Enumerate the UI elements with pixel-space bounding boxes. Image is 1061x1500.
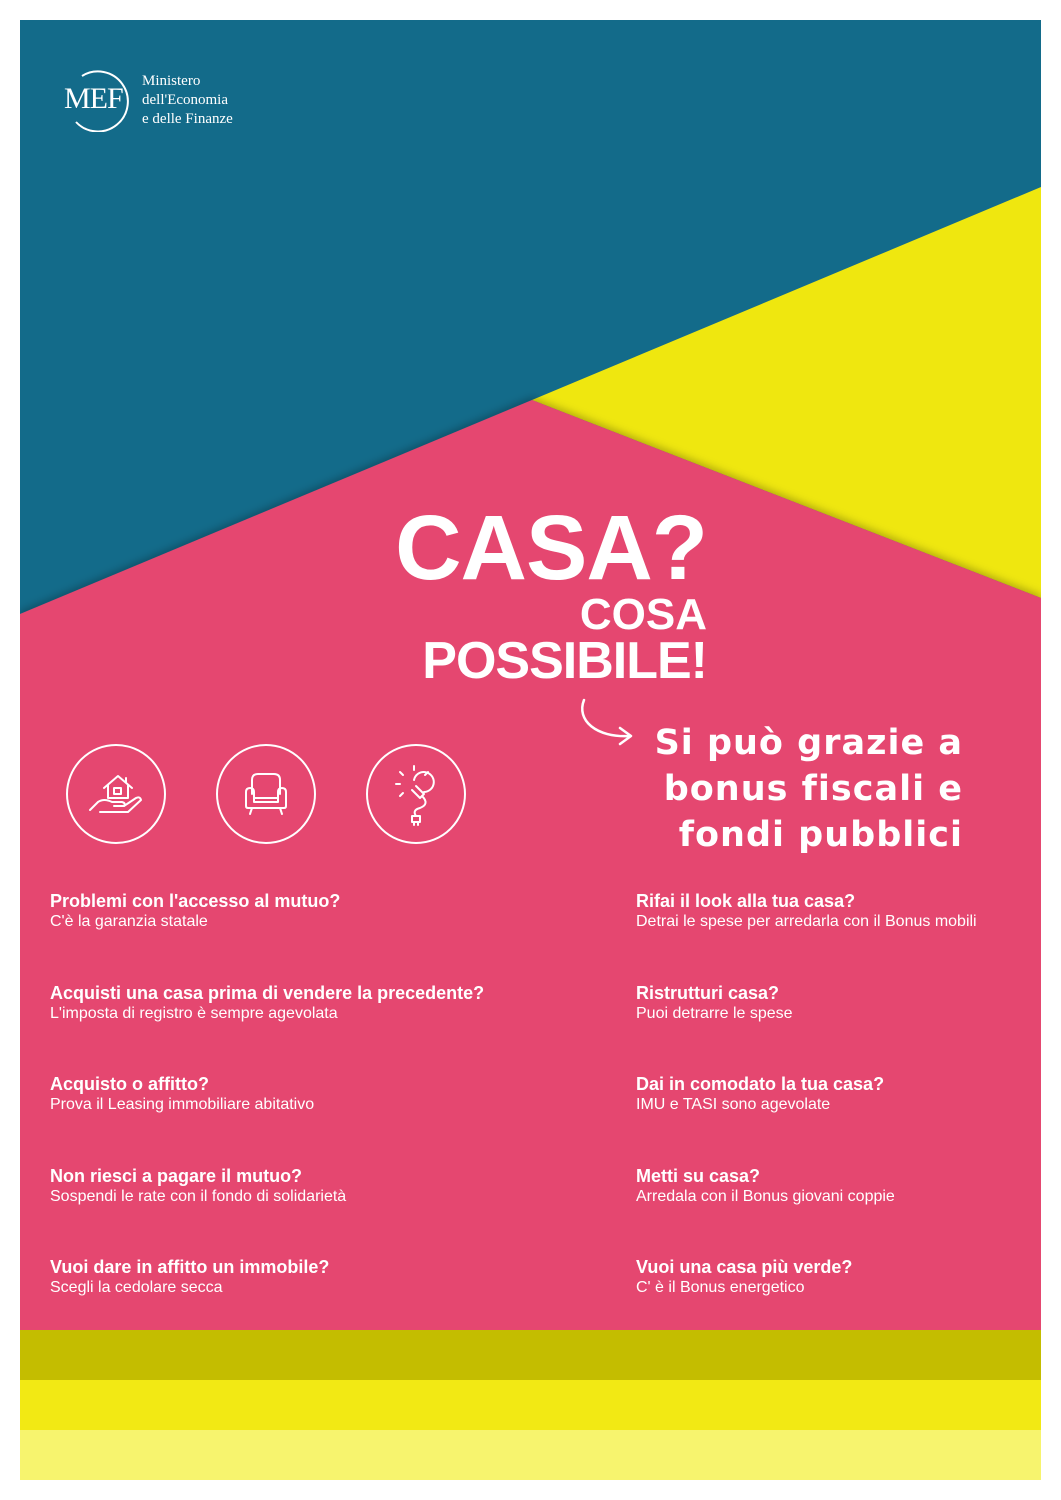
headline-possibile: POSSIBILE! (422, 632, 707, 690)
tagline-line: fondi pubblici (678, 815, 963, 855)
tip-title: Non riesci a pagare il mutuo? (50, 1165, 303, 1186)
headline-casa: CASA? (395, 497, 707, 599)
logo-text (142, 72, 233, 129)
tips-left-column (50, 890, 485, 1348)
logo-line: Ministero (142, 72, 201, 89)
tip-body: Puoi detrarre le spese (636, 1004, 793, 1022)
pale-yellow-stripe (20, 1430, 1041, 1480)
tip-title: Rifai il look alla tua casa? (636, 891, 856, 911)
tip-body: Scegli la cedolare secca (50, 1279, 223, 1296)
tip-item (636, 1165, 1036, 1257)
mef-logo (62, 68, 233, 132)
tip-title: Acquisto o affitto? (50, 1074, 209, 1094)
tip-body: Detrai le spese per arredarla con il Bonus mobili (636, 913, 977, 930)
tip-body: Prova il Leasing immobiliare abitativo (50, 1096, 315, 1113)
tip-title: Ristrutturi casa? (636, 982, 780, 1003)
tip-item (636, 1073, 1036, 1165)
mef-logo-mark (62, 68, 136, 132)
headline (395, 497, 707, 690)
house-in-hand-icon (66, 744, 166, 844)
lightbulb-plug-icon (366, 744, 466, 844)
logo-line: dell'Economia (142, 91, 229, 108)
headline-cosa: COSA (579, 590, 707, 639)
curved-arrow-icon (576, 698, 640, 748)
tagline-line: Si può grazie a (654, 723, 963, 763)
tips-right-column (636, 890, 1036, 1348)
tip-body: C'è la garanzia statale (50, 913, 208, 930)
tip-body: IMU e TASI sono agevolate (636, 1096, 831, 1113)
logo-line: e delle Finanze (142, 110, 233, 127)
tagline-line: bonus fiscali e (663, 769, 963, 809)
tip-title: Metti su casa? (636, 1165, 761, 1186)
icon-row (66, 744, 466, 844)
tagline (655, 720, 963, 858)
tip-item (50, 1165, 470, 1257)
tip-item (50, 1256, 470, 1348)
poster (20, 20, 1041, 1480)
tip-item (50, 890, 470, 982)
tip-item (50, 982, 485, 1074)
tip-title: Vuoi dare in affitto un immobile? (50, 1257, 330, 1277)
tip-item (636, 890, 1036, 982)
tip-item (636, 982, 1036, 1074)
tip-title: Dai in comodato la tua casa? (636, 1074, 885, 1094)
tip-title: Vuoi una casa più verde? (636, 1257, 853, 1277)
tip-body: L'imposta di registro è sempre agevolata (50, 1004, 338, 1022)
tip-title: Problemi con l'accesso al mutuo? (50, 891, 341, 911)
tip-item (50, 1073, 470, 1165)
yellow-stripe (20, 1380, 1041, 1430)
armchair-icon (216, 744, 316, 844)
tip-body: Arredala con il Bonus giovani coppie (636, 1187, 895, 1205)
tip-body: C' è il Bonus energetico (636, 1279, 805, 1296)
logo-mef-text: MEF (64, 82, 123, 115)
tip-item (636, 1256, 1036, 1348)
tip-title: Acquisti una casa prima di vendere la precedente? (50, 982, 485, 1003)
tip-body: Sospendi le rate con il fondo di solidarietà (50, 1187, 347, 1205)
